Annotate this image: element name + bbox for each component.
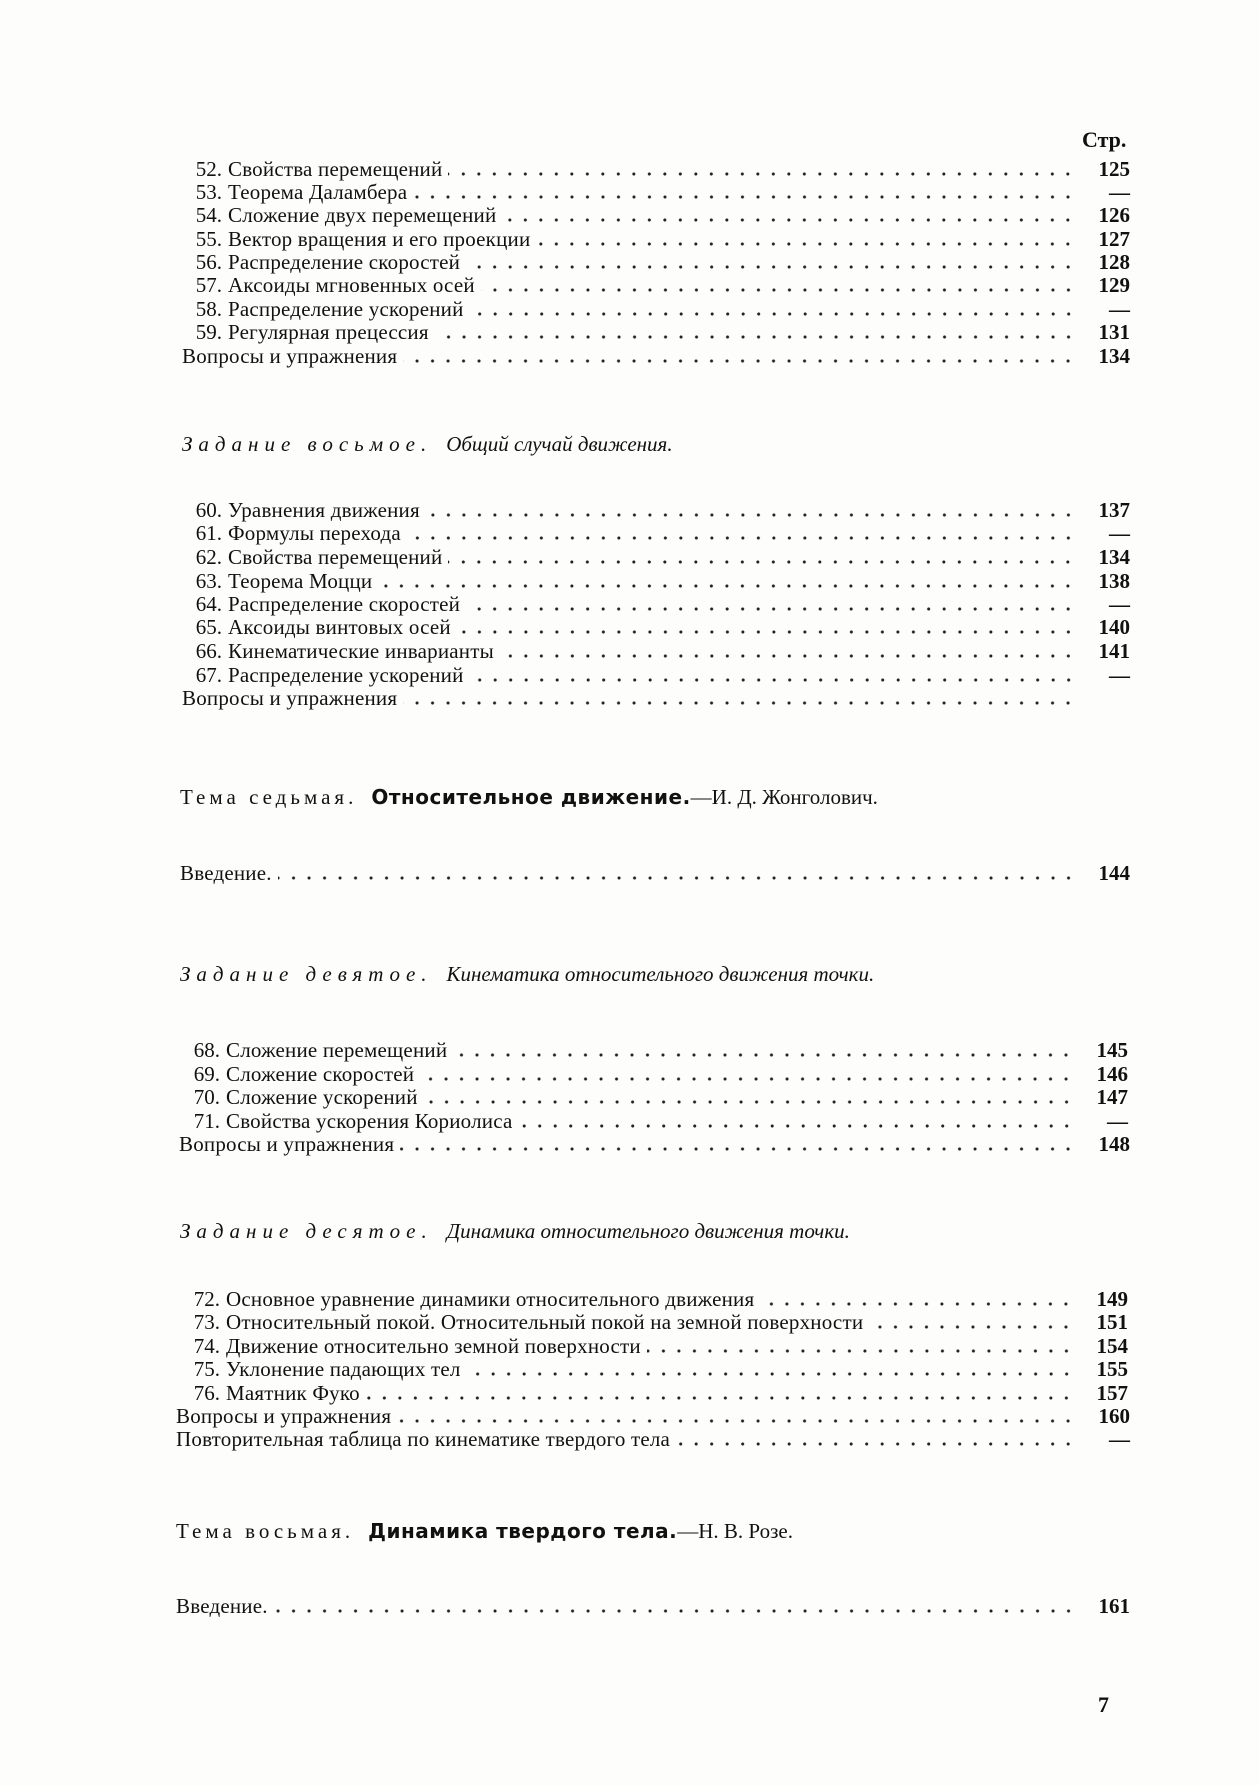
entry-title: Свойства перемещений bbox=[228, 157, 443, 181]
dot-leader bbox=[426, 513, 1076, 517]
assignment-title: Кинематика относительного движения точки. bbox=[446, 962, 875, 986]
toc-entry bbox=[176, 1428, 1130, 1451]
dot-leader bbox=[481, 288, 1076, 292]
dot-leader bbox=[407, 536, 1076, 540]
entry-number: 73. bbox=[193, 1310, 220, 1334]
entry-page: — bbox=[1109, 297, 1130, 321]
toc-entry bbox=[178, 593, 1130, 616]
assignment-label: Задание десятое. bbox=[180, 1219, 433, 1243]
entry-page: — bbox=[1109, 592, 1130, 616]
entry-page: 141 bbox=[1098, 639, 1130, 663]
entry-page: 148 bbox=[1098, 1132, 1130, 1156]
entry-title: Маятник Фуко bbox=[226, 1381, 360, 1405]
entry-page: 160 bbox=[1098, 1404, 1130, 1428]
entry-number: 54. bbox=[195, 203, 222, 227]
dot-leader bbox=[403, 359, 1076, 363]
entry-number: 58. bbox=[195, 297, 222, 321]
dot-leader bbox=[424, 1100, 1074, 1104]
theme-heading bbox=[180, 785, 1130, 810]
toc-entry bbox=[176, 1086, 1128, 1109]
entry-number: 53. bbox=[195, 180, 222, 204]
entry-title: Вопросы и упражнения bbox=[179, 1132, 395, 1156]
entry-number: 68. bbox=[193, 1038, 220, 1062]
entry-number: 66. bbox=[195, 639, 222, 663]
entry-page: — bbox=[1109, 1427, 1130, 1451]
entry-title: Основное уравнение динамики относительного движения bbox=[226, 1287, 755, 1311]
theme-label: Тема седьмая. bbox=[180, 785, 358, 809]
dot-leader bbox=[519, 1124, 1074, 1128]
toc-entry bbox=[178, 228, 1130, 251]
toc-entry bbox=[178, 321, 1130, 344]
toc-entry bbox=[178, 298, 1130, 321]
dot-leader bbox=[869, 1325, 1074, 1329]
entry-title: Вектор вращения и его проекции bbox=[228, 227, 531, 251]
toc-entry bbox=[179, 1133, 1130, 1156]
toc-entry bbox=[182, 687, 1130, 710]
entry-title: Движение относительно земной поверхности bbox=[226, 1334, 641, 1358]
toc-entry bbox=[176, 1288, 1128, 1311]
dot-leader bbox=[466, 265, 1076, 269]
dot-leader bbox=[435, 335, 1076, 339]
dot-leader bbox=[500, 654, 1076, 658]
entry-number: 63. bbox=[195, 569, 222, 593]
entry-number: 55. bbox=[195, 227, 222, 251]
dot-leader bbox=[378, 584, 1076, 588]
toc-entry bbox=[176, 1335, 1128, 1358]
dot-leader bbox=[502, 218, 1076, 222]
page-column-label: Стр. bbox=[1082, 127, 1127, 152]
entry-title: Распределение скоростей bbox=[228, 250, 461, 274]
page-number: 7 bbox=[1098, 1692, 1109, 1717]
dot-leader bbox=[676, 1442, 1076, 1446]
dot-leader bbox=[278, 876, 1076, 880]
toc-entry bbox=[178, 570, 1130, 593]
dot-leader bbox=[400, 1147, 1076, 1151]
entry-page: 134 bbox=[1098, 545, 1130, 569]
entry-title: Сложение скоростей bbox=[226, 1062, 415, 1086]
entry-number: 71. bbox=[193, 1109, 220, 1133]
entry-number: 59. bbox=[195, 320, 222, 344]
theme-author: —И. Д. Жонголович. bbox=[690, 785, 878, 809]
entry-title: Повторительная таблица по кинематике твердого тела bbox=[176, 1427, 671, 1451]
dot-leader bbox=[760, 1302, 1074, 1306]
entry-title: Регулярная прецессия bbox=[228, 320, 429, 344]
entry-title: Свойства перемещений bbox=[228, 545, 443, 569]
assignment-label: Задание девятое. bbox=[180, 962, 433, 986]
toc-entry bbox=[178, 181, 1130, 204]
entry-page: 149 bbox=[1096, 1287, 1128, 1311]
assignment-title: Общий случай движения. bbox=[446, 432, 673, 456]
entry-page: 154 bbox=[1096, 1334, 1128, 1358]
entry-page: 131 bbox=[1098, 320, 1130, 344]
toc-entry bbox=[176, 1039, 1128, 1062]
entry-number: 72. bbox=[193, 1287, 220, 1311]
entry-title: Кинематические инварианты bbox=[228, 639, 494, 663]
entry-page: — bbox=[1109, 663, 1130, 687]
dot-leader bbox=[466, 607, 1076, 611]
entry-page: — bbox=[1109, 521, 1130, 545]
dot-leader bbox=[457, 630, 1076, 634]
entry-number: 52. bbox=[195, 157, 222, 181]
assignment-label: Задание восьмое. bbox=[182, 432, 433, 456]
entry-page: 144 bbox=[1098, 861, 1130, 885]
entry-page: 129 bbox=[1098, 273, 1130, 297]
dot-leader bbox=[647, 1349, 1074, 1353]
theme-author: —Н. В. Розе. bbox=[677, 1519, 793, 1543]
dot-leader bbox=[274, 1609, 1076, 1613]
entry-title: Сложение перемещений bbox=[226, 1038, 448, 1062]
entry-title: Относительный покой. Относительный покой на земной поверхности bbox=[226, 1310, 864, 1334]
dot-leader bbox=[420, 1077, 1074, 1081]
toc-entry bbox=[182, 345, 1130, 368]
dot-leader bbox=[413, 195, 1076, 199]
toc-entry bbox=[176, 1358, 1128, 1381]
entry-number: 76. bbox=[193, 1381, 220, 1405]
toc-entry bbox=[178, 522, 1130, 545]
entry-page: 134 bbox=[1098, 344, 1130, 368]
entry-page: — bbox=[1109, 180, 1130, 204]
entry-number: 65. bbox=[195, 615, 222, 639]
entry-title: Уклонение падающих тел bbox=[226, 1357, 461, 1381]
entry-title: Сложение двух перемещений bbox=[228, 203, 497, 227]
entry-title: Аксоиды винтовых осей bbox=[228, 615, 451, 639]
toc-entry-intro bbox=[180, 862, 1130, 885]
entry-page: 147 bbox=[1096, 1085, 1128, 1109]
entry-page: 146 bbox=[1096, 1062, 1128, 1086]
entry-page: 138 bbox=[1098, 569, 1130, 593]
entry-page: — bbox=[1107, 1109, 1128, 1133]
entry-number: 74. bbox=[193, 1334, 220, 1358]
entry-page: 145 bbox=[1096, 1038, 1128, 1062]
entry-page: 161 bbox=[1098, 1594, 1130, 1618]
assignment-heading bbox=[180, 962, 1080, 987]
dot-leader bbox=[536, 242, 1076, 246]
toc-entry bbox=[176, 1382, 1128, 1405]
entry-number: 64. bbox=[195, 592, 222, 616]
entry-page: 155 bbox=[1096, 1357, 1128, 1381]
entry-page: 140 bbox=[1098, 615, 1130, 639]
entry-title: Распределение ускорений bbox=[228, 663, 464, 687]
toc-entry bbox=[176, 1110, 1128, 1133]
toc-entry bbox=[178, 251, 1130, 274]
entry-title: Аксоиды мгновенных осей bbox=[228, 273, 475, 297]
entry-title: Формулы перехода bbox=[228, 521, 401, 545]
entry-number: 70. bbox=[193, 1085, 220, 1109]
entry-page: 126 bbox=[1098, 203, 1130, 227]
assignment-heading bbox=[180, 1219, 1080, 1244]
toc-entry bbox=[178, 274, 1130, 297]
entry-title: Распределение скоростей bbox=[228, 592, 461, 616]
entry-number: 75. bbox=[193, 1357, 220, 1381]
entry-title: Свойства ускорения Кориолиса bbox=[226, 1109, 513, 1133]
dot-leader bbox=[470, 678, 1076, 682]
entry-title: Уравнения движения bbox=[228, 498, 420, 522]
dot-leader bbox=[448, 560, 1076, 564]
dot-leader bbox=[448, 172, 1076, 176]
entry-page: 127 bbox=[1098, 227, 1130, 251]
dot-leader bbox=[453, 1053, 1074, 1057]
entry-page: 125 bbox=[1098, 157, 1130, 181]
entry-page: 137 bbox=[1098, 498, 1130, 522]
theme-title: Относительное движение. bbox=[371, 785, 691, 809]
dot-leader bbox=[467, 1372, 1074, 1376]
toc-entry bbox=[178, 640, 1130, 663]
entry-title: Теорема Даламбера bbox=[228, 180, 408, 204]
theme-title: Динамика твердого тела. bbox=[368, 1519, 678, 1543]
dot-leader bbox=[403, 701, 1076, 705]
toc-entry bbox=[178, 158, 1130, 181]
entry-page: 128 bbox=[1098, 250, 1130, 274]
toc-entry bbox=[178, 664, 1130, 687]
toc-entry bbox=[178, 204, 1130, 227]
assignment-title: Динамика относительного движения точки. bbox=[446, 1219, 850, 1243]
entry-title: Вопросы и упражнения bbox=[182, 344, 398, 368]
entry-number: 62. bbox=[195, 545, 222, 569]
toc-entry bbox=[176, 1311, 1128, 1334]
theme-label: Тема восьмая. bbox=[176, 1519, 355, 1543]
entry-page: 157 bbox=[1096, 1381, 1128, 1405]
dot-leader bbox=[397, 1419, 1076, 1423]
entry-number: 60. bbox=[195, 498, 222, 522]
toc-entry bbox=[176, 1063, 1128, 1086]
entry-title: Распределение ускорений bbox=[228, 297, 464, 321]
entry-page: 151 bbox=[1096, 1310, 1128, 1334]
entry-title: Вопросы и упражнения bbox=[176, 1404, 392, 1428]
entry-number: 69. bbox=[193, 1062, 220, 1086]
toc-entry bbox=[176, 1405, 1130, 1428]
entry-number: 57. bbox=[195, 273, 222, 297]
entry-title: Введение. bbox=[176, 1594, 268, 1618]
dot-leader bbox=[366, 1396, 1074, 1400]
entry-title: Теорема Моцци bbox=[228, 569, 373, 593]
entry-number: 61. bbox=[195, 521, 222, 545]
theme-heading bbox=[176, 1519, 1126, 1544]
entry-title: Введение. bbox=[180, 861, 272, 885]
toc-entry bbox=[178, 499, 1130, 522]
assignment-heading bbox=[182, 432, 1082, 457]
entry-number: 56. bbox=[195, 250, 222, 274]
entry-title: Сложение ускорений bbox=[226, 1085, 418, 1109]
entry-title: Вопросы и упражнения bbox=[182, 686, 398, 710]
dot-leader bbox=[470, 312, 1076, 316]
toc-entry bbox=[178, 546, 1130, 569]
toc-entry bbox=[178, 616, 1130, 639]
toc-entry-intro bbox=[176, 1595, 1130, 1618]
entry-number: 67. bbox=[195, 663, 222, 687]
